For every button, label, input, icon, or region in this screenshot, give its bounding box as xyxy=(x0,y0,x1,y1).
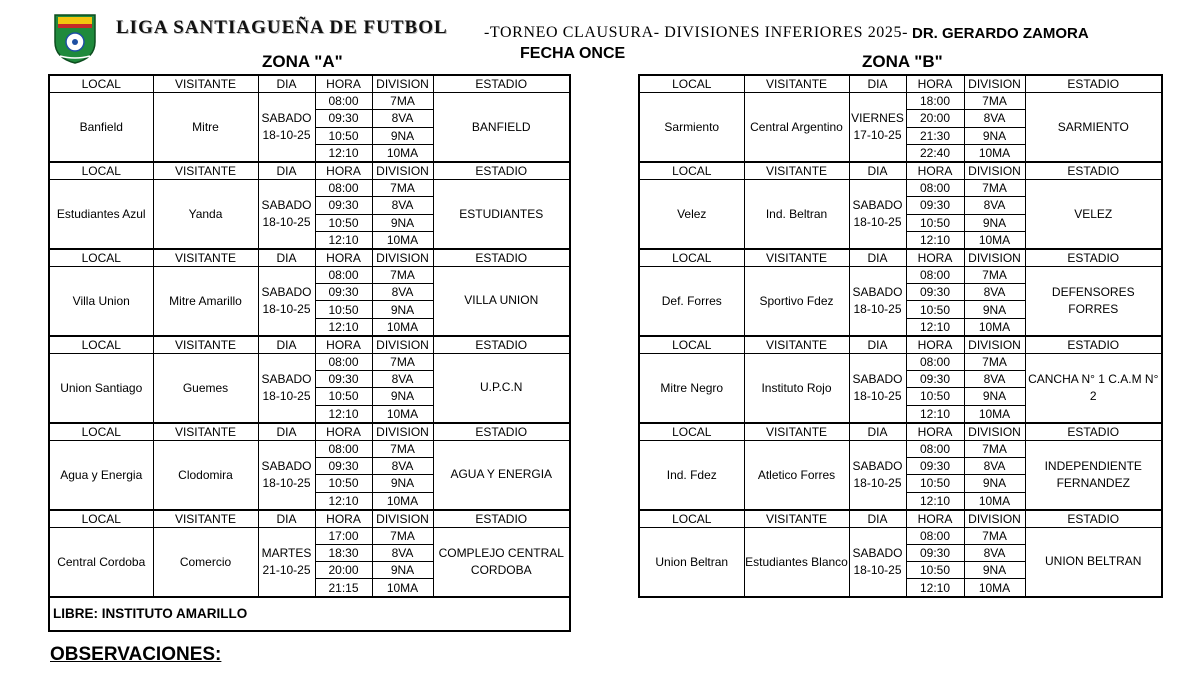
column-header-visitante: VISITANTE xyxy=(744,75,849,93)
column-header-hora: HORA xyxy=(315,423,372,441)
kickoff-time: 18:00 xyxy=(906,93,964,110)
kickoff-time: 10:50 xyxy=(315,388,372,405)
column-header-visitante: VISITANTE xyxy=(153,162,258,180)
division: 9NA xyxy=(964,388,1025,405)
match-slot-row xyxy=(49,440,570,457)
division: 8VA xyxy=(372,284,433,301)
division: 9NA xyxy=(964,214,1025,231)
match-day: SABADO 18-10-25 xyxy=(258,440,315,509)
column-header-estadio: ESTADIO xyxy=(1025,162,1162,180)
local-team: Mitre Negro xyxy=(639,354,744,423)
kickoff-time: 09:30 xyxy=(315,458,372,475)
column-header-dia: DIA xyxy=(258,249,315,267)
column-header-hora: HORA xyxy=(315,249,372,267)
visiting-team: Instituto Rojo xyxy=(744,354,849,423)
kickoff-time: 08:00 xyxy=(906,527,964,544)
division: 9NA xyxy=(372,562,433,579)
tournament-title: -TORNEO CLAUSURA- DIVISIONES INFERIORES 2025- xyxy=(484,24,909,41)
column-header-dia: DIA xyxy=(849,423,906,441)
division: 9NA xyxy=(964,127,1025,144)
kickoff-time: 10:50 xyxy=(906,475,964,492)
column-header-row xyxy=(639,510,1162,528)
column-header-division: DIVISION xyxy=(964,75,1025,93)
kickoff-time: 08:00 xyxy=(315,440,372,457)
local-team: Def. Forres xyxy=(639,267,744,336)
division: 10MA xyxy=(964,231,1025,249)
column-header-row xyxy=(49,75,570,93)
column-header-visitante: VISITANTE xyxy=(744,336,849,354)
match-day: SABADO 18-10-25 xyxy=(258,267,315,336)
visiting-team: Mitre xyxy=(153,93,258,162)
column-header-local: LOCAL xyxy=(49,249,153,267)
division: 8VA xyxy=(372,110,433,127)
column-header-hora: HORA xyxy=(906,423,964,441)
division: 8VA xyxy=(964,110,1025,127)
column-header-division: DIVISION xyxy=(964,423,1025,441)
division: 9NA xyxy=(372,388,433,405)
libre-row xyxy=(49,597,570,631)
column-header-visitante: VISITANTE xyxy=(153,249,258,267)
column-header-estadio: ESTADIO xyxy=(433,423,570,441)
column-header-estadio: ESTADIO xyxy=(433,162,570,180)
kickoff-time: 08:00 xyxy=(906,180,964,197)
column-header-dia: DIA xyxy=(849,162,906,180)
stadium: SARMIENTO xyxy=(1025,93,1162,162)
kickoff-time: 10:50 xyxy=(315,214,372,231)
local-team: Central Cordoba xyxy=(49,527,153,596)
column-header-row xyxy=(49,510,570,528)
column-header-row xyxy=(639,249,1162,267)
visiting-team: Ind. Beltran xyxy=(744,180,849,249)
division: 7MA xyxy=(372,440,433,457)
division: 10MA xyxy=(372,318,433,336)
stadium: BANFIELD xyxy=(433,93,570,162)
visiting-team: Sportivo Fdez xyxy=(744,267,849,336)
match-slot-row xyxy=(49,527,570,544)
column-header-dia: DIA xyxy=(258,75,315,93)
column-header-visitante: VISITANTE xyxy=(153,510,258,528)
division: 10MA xyxy=(372,492,433,510)
local-team: Agua y Energia xyxy=(49,440,153,509)
round-title: FECHA ONCE xyxy=(520,45,626,62)
local-team: Villa Union xyxy=(49,267,153,336)
column-header-local: LOCAL xyxy=(639,75,744,93)
column-header-estadio: ESTADIO xyxy=(1025,510,1162,528)
column-header-dia: DIA xyxy=(849,249,906,267)
match-day: SABADO 18-10-25 xyxy=(849,440,906,509)
column-header-division: DIVISION xyxy=(964,249,1025,267)
column-header-division: DIVISION xyxy=(964,510,1025,528)
league-crest-logo xyxy=(52,12,98,64)
division: 8VA xyxy=(372,545,433,562)
local-team: Velez xyxy=(639,180,744,249)
match-slot-row xyxy=(639,440,1162,457)
kickoff-time: 09:30 xyxy=(906,371,964,388)
column-header-dia: DIA xyxy=(849,75,906,93)
kickoff-time: 12:10 xyxy=(315,144,372,162)
column-header-dia: DIA xyxy=(258,336,315,354)
match-day: SABADO 18-10-25 xyxy=(849,354,906,423)
kickoff-time: 12:10 xyxy=(315,492,372,510)
division: 8VA xyxy=(964,197,1025,214)
column-header-local: LOCAL xyxy=(639,249,744,267)
column-header-division: DIVISION xyxy=(372,510,433,528)
zona-a-title: ZONA "A" xyxy=(262,52,343,71)
kickoff-time: 12:10 xyxy=(315,318,372,336)
division: 10MA xyxy=(372,144,433,162)
division: 10MA xyxy=(964,492,1025,510)
visiting-team: Comercio xyxy=(153,527,258,596)
column-header-division: DIVISION xyxy=(372,75,433,93)
division: 7MA xyxy=(964,354,1025,371)
visiting-team: Guemes xyxy=(153,354,258,423)
match-slot-row xyxy=(639,180,1162,197)
match-day: SABADO 18-10-25 xyxy=(849,180,906,249)
kickoff-time: 10:50 xyxy=(906,214,964,231)
match-slot-row xyxy=(639,93,1162,110)
kickoff-time: 09:30 xyxy=(906,197,964,214)
kickoff-time: 10:50 xyxy=(906,388,964,405)
kickoff-time: 10:50 xyxy=(906,301,964,318)
division: 9NA xyxy=(964,562,1025,579)
column-header-row xyxy=(49,423,570,441)
column-header-local: LOCAL xyxy=(49,75,153,93)
match-day: SABADO 18-10-25 xyxy=(258,354,315,423)
column-header-dia: DIA xyxy=(258,510,315,528)
division: 7MA xyxy=(372,180,433,197)
division: 10MA xyxy=(372,231,433,249)
kickoff-time: 12:10 xyxy=(906,405,964,423)
column-header-dia: DIA xyxy=(849,510,906,528)
division: 9NA xyxy=(372,214,433,231)
stadium: INDEPENDIENTE FERNANDEZ xyxy=(1025,440,1162,509)
division: 10MA xyxy=(964,405,1025,423)
column-header-local: LOCAL xyxy=(49,510,153,528)
column-header-hora: HORA xyxy=(906,249,964,267)
division: 8VA xyxy=(964,545,1025,562)
local-team: Ind. Fdez xyxy=(639,440,744,509)
column-header-division: DIVISION xyxy=(372,162,433,180)
stadium: U.P.C.N xyxy=(433,354,570,423)
division: 10MA xyxy=(372,405,433,423)
kickoff-time: 10:50 xyxy=(315,127,372,144)
kickoff-time: 10:50 xyxy=(315,475,372,492)
kickoff-time: 08:00 xyxy=(906,354,964,371)
column-header-local: LOCAL xyxy=(639,336,744,354)
visiting-team: Mitre Amarillo xyxy=(153,267,258,336)
column-header-dia: DIA xyxy=(849,336,906,354)
column-header-row xyxy=(639,162,1162,180)
division: 7MA xyxy=(964,440,1025,457)
column-header-estadio: ESTADIO xyxy=(1025,336,1162,354)
zona-b-schedule-table xyxy=(638,74,1163,598)
stadium: DEFENSORES FORRES xyxy=(1025,267,1162,336)
observaciones-label: OBSERVACIONES: xyxy=(50,644,222,665)
league-title: LIGA SANTIAGUEÑA DE FUTBOL xyxy=(116,17,448,38)
match-slot-row xyxy=(639,527,1162,544)
kickoff-time: 12:10 xyxy=(315,231,372,249)
column-header-local: LOCAL xyxy=(49,423,153,441)
column-header-visitante: VISITANTE xyxy=(744,249,849,267)
kickoff-time: 09:30 xyxy=(906,284,964,301)
kickoff-time: 09:30 xyxy=(315,284,372,301)
column-header-hora: HORA xyxy=(906,162,964,180)
division: 7MA xyxy=(372,267,433,284)
visiting-team: Yanda xyxy=(153,180,258,249)
stadium: CANCHA N° 1 C.A.M N° 2 xyxy=(1025,354,1162,423)
local-team: Union Beltran xyxy=(639,527,744,596)
match-day: VIERNES 17-10-25 xyxy=(849,93,906,162)
division: 10MA xyxy=(372,579,433,597)
column-header-estadio: ESTADIO xyxy=(433,75,570,93)
kickoff-time: 08:00 xyxy=(315,354,372,371)
column-header-row xyxy=(49,162,570,180)
kickoff-time: 08:00 xyxy=(315,180,372,197)
kickoff-time: 21:30 xyxy=(906,127,964,144)
kickoff-time: 20:00 xyxy=(315,562,372,579)
kickoff-time: 20:00 xyxy=(906,110,964,127)
kickoff-time: 12:10 xyxy=(906,579,964,597)
column-header-hora: HORA xyxy=(906,336,964,354)
column-header-estadio: ESTADIO xyxy=(433,249,570,267)
match-slot-row xyxy=(639,267,1162,284)
match-day: SABADO 18-10-25 xyxy=(849,527,906,596)
stadium: AGUA Y ENERGIA xyxy=(433,440,570,509)
kickoff-time: 12:10 xyxy=(906,231,964,249)
division: 10MA xyxy=(964,318,1025,336)
kickoff-time: 22:40 xyxy=(906,144,964,162)
kickoff-time: 10:50 xyxy=(906,562,964,579)
division: 7MA xyxy=(964,93,1025,110)
column-header-estadio: ESTADIO xyxy=(1025,75,1162,93)
column-header-hora: HORA xyxy=(315,75,372,93)
column-header-local: LOCAL xyxy=(639,162,744,180)
local-team: Banfield xyxy=(49,93,153,162)
column-header-row xyxy=(639,75,1162,93)
division: 8VA xyxy=(964,458,1025,475)
kickoff-time: 09:30 xyxy=(315,371,372,388)
libre-team: LIBRE: INSTITUTO AMARILLO xyxy=(49,597,570,631)
division: 7MA xyxy=(964,180,1025,197)
stadium: UNION BELTRAN xyxy=(1025,527,1162,596)
kickoff-time: 12:10 xyxy=(315,405,372,423)
kickoff-time: 12:10 xyxy=(906,318,964,336)
stadium: ESTUDIANTES xyxy=(433,180,570,249)
column-header-division: DIVISION xyxy=(964,336,1025,354)
division: 9NA xyxy=(964,475,1025,492)
column-header-division: DIVISION xyxy=(372,249,433,267)
kickoff-time: 12:10 xyxy=(906,492,964,510)
column-header-division: DIVISION xyxy=(964,162,1025,180)
column-header-row xyxy=(639,336,1162,354)
column-header-local: LOCAL xyxy=(639,423,744,441)
division: 10MA xyxy=(964,579,1025,597)
column-header-hora: HORA xyxy=(315,336,372,354)
division: 8VA xyxy=(372,458,433,475)
visiting-team: Clodomira xyxy=(153,440,258,509)
kickoff-time: 09:30 xyxy=(315,197,372,214)
column-header-division: DIVISION xyxy=(372,336,433,354)
division: 9NA xyxy=(964,301,1025,318)
column-header-dia: DIA xyxy=(258,423,315,441)
column-header-row xyxy=(639,423,1162,441)
division: 8VA xyxy=(372,371,433,388)
column-header-estadio: ESTADIO xyxy=(433,510,570,528)
column-header-dia: DIA xyxy=(258,162,315,180)
column-header-row xyxy=(49,336,570,354)
kickoff-time: 17:00 xyxy=(315,527,372,544)
kickoff-time: 09:30 xyxy=(906,458,964,475)
column-header-visitante: VISITANTE xyxy=(153,75,258,93)
local-team: Sarmiento xyxy=(639,93,744,162)
column-header-visitante: VISITANTE xyxy=(153,336,258,354)
column-header-division: DIVISION xyxy=(372,423,433,441)
patron-name: DR. GERARDO ZAMORA xyxy=(912,25,1089,42)
division: 7MA xyxy=(964,267,1025,284)
division: 9NA xyxy=(372,127,433,144)
column-header-visitante: VISITANTE xyxy=(744,162,849,180)
kickoff-time: 08:00 xyxy=(315,93,372,110)
column-header-local: LOCAL xyxy=(49,336,153,354)
match-day: SABADO 18-10-25 xyxy=(258,93,315,162)
column-header-local: LOCAL xyxy=(49,162,153,180)
column-header-hora: HORA xyxy=(315,162,372,180)
division: 8VA xyxy=(964,284,1025,301)
column-header-estadio: ESTADIO xyxy=(1025,249,1162,267)
match-slot-row xyxy=(639,354,1162,371)
visiting-team: Estudiantes Blanco xyxy=(744,527,849,596)
kickoff-time: 21:15 xyxy=(315,579,372,597)
stadium: COMPLEJO CENTRAL CORDOBA xyxy=(433,527,570,596)
column-header-hora: HORA xyxy=(315,510,372,528)
kickoff-time: 18:30 xyxy=(315,545,372,562)
column-header-estadio: ESTADIO xyxy=(1025,423,1162,441)
kickoff-time: 10:50 xyxy=(315,301,372,318)
division: 10MA xyxy=(964,144,1025,162)
kickoff-time: 08:00 xyxy=(315,267,372,284)
division: 7MA xyxy=(372,527,433,544)
division: 8VA xyxy=(964,371,1025,388)
division: 7MA xyxy=(372,93,433,110)
match-slot-row xyxy=(49,354,570,371)
match-slot-row xyxy=(49,267,570,284)
stadium: VILLA UNION xyxy=(433,267,570,336)
kickoff-time: 08:00 xyxy=(906,440,964,457)
match-day: SABADO 18-10-25 xyxy=(849,267,906,336)
visiting-team: Atletico Forres xyxy=(744,440,849,509)
local-team: Estudiantes Azul xyxy=(49,180,153,249)
column-header-hora: HORA xyxy=(906,510,964,528)
visiting-team: Central Argentino xyxy=(744,93,849,162)
zona-a-schedule-table xyxy=(48,74,571,632)
column-header-hora: HORA xyxy=(906,75,964,93)
column-header-row xyxy=(49,249,570,267)
match-slot-row xyxy=(49,93,570,110)
match-day: SABADO 18-10-25 xyxy=(258,180,315,249)
column-header-local: LOCAL xyxy=(639,510,744,528)
column-header-visitante: VISITANTE xyxy=(744,510,849,528)
division: 7MA xyxy=(964,527,1025,544)
column-header-estadio: ESTADIO xyxy=(433,336,570,354)
stadium: VELEZ xyxy=(1025,180,1162,249)
match-day: MARTES 21-10-25 xyxy=(258,527,315,596)
match-slot-row xyxy=(49,180,570,197)
kickoff-time: 08:00 xyxy=(906,267,964,284)
kickoff-time: 09:30 xyxy=(906,545,964,562)
kickoff-time: 09:30 xyxy=(315,110,372,127)
division: 9NA xyxy=(372,475,433,492)
division: 9NA xyxy=(372,301,433,318)
division: 7MA xyxy=(372,354,433,371)
local-team: Union Santiago xyxy=(49,354,153,423)
column-header-visitante: VISITANTE xyxy=(153,423,258,441)
division: 8VA xyxy=(372,197,433,214)
column-header-visitante: VISITANTE xyxy=(744,423,849,441)
zona-b-title: ZONA "B" xyxy=(862,52,943,71)
